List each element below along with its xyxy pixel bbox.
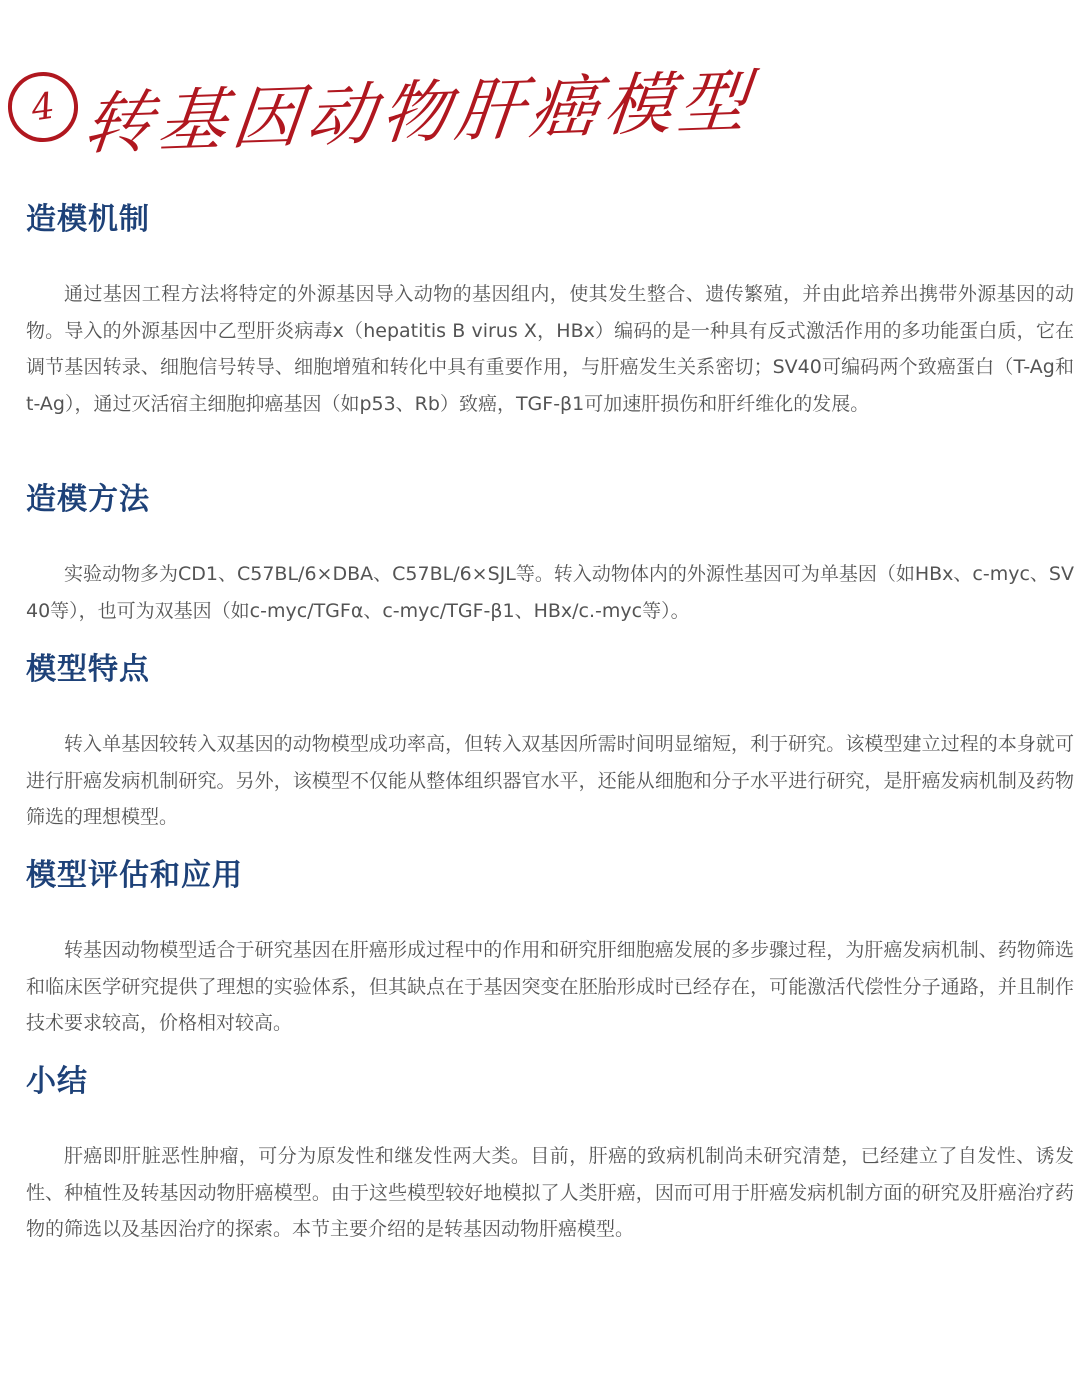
section-body: 肝癌即肝脏恶性肿瘤，可分为原发性和继发性两大类。目前，肝癌的致病机制尚未研究清楚，已经建立了自发性、诱发性、种植性及转基因动物肝癌模型。由于这些模型较好地模拟了人类肝癌，因而可用于肝癌发病机制方面的研究及肝癌治疗药物的筛选以及基因治疗的探索。本节主要介绍的是转基因动物肝癌模型。 bbox=[26, 1145, 1074, 1240]
section-evaluation bbox=[26, 856, 1074, 1042]
section-summary bbox=[26, 1062, 1074, 1248]
section-body: 实验动物多为CD1、C57BL/6×DBA、C57BL/6×SJL等。转入动物体内的外源性基因可为单基因（如HBx、c-myc、SV40等），也可为双基因（如c-myc/TGFα、c-myc/TGF-β1、HBx/c.-myc等）。 bbox=[26, 563, 1074, 622]
section-body: 通过基因工程方法将特定的外源基因导入动物的基因组内，使其发生整合、遗传繁殖，并由此培养出携带外源基因的动物。导入的外源基因中乙型肝炎病毒x（hepatitis B virus X，HBx）编码的是一种具有反式激活作用的多功能蛋白质，它在调节基因转录、细胞信号转导、细胞增殖和转化中具有重要作用，与肝癌发生关系密切；SV40可编码两个致癌蛋白（T-Ag和t-Ag），通过灭活宿主细胞抑癌基因（如p53、Rb）致癌，TGF-β1可加速肝损伤和肝纤维化的发展。 bbox=[26, 283, 1074, 415]
section-body: 转基因动物模型适合于研究基因在肝癌形成过程中的作用和研究肝细胞癌发展的多步骤过程，为肝癌发病机制、药物筛选和临床医学研究提供了理想的实验体系，但其缺点在于基因突变在胚胎形成时已经存在，可能激活代偿性分子通路，并且制作技术要求较高，价格相对较高。 bbox=[26, 939, 1074, 1034]
section-body: 转入单基因较转入双基因的动物模型成功率高，但转入双基因所需时间明显缩短，利于研究。该模型建立过程的本身就可进行肝癌发病机制研究。另外，该模型不仅能从整体组织器官水平，还能从细胞和分子水平进行研究，是肝癌发病机制及药物筛选的理想模型。 bbox=[26, 733, 1074, 828]
handwritten-title bbox=[8, 52, 757, 165]
section-heading: 小结 bbox=[26, 1064, 88, 1099]
section-heading: 造模方法 bbox=[26, 482, 150, 517]
section-heading: 模型评估和应用 bbox=[26, 858, 243, 893]
section-heading: 造模机制 bbox=[26, 202, 150, 237]
title-text: 转基因动物肝癌模型 bbox=[79, 61, 757, 165]
circled-number: 4 bbox=[3, 67, 82, 146]
section-heading: 模型特点 bbox=[26, 652, 150, 687]
section-method bbox=[26, 480, 1074, 629]
section-mechanism bbox=[26, 200, 1074, 422]
section-features bbox=[26, 650, 1074, 836]
